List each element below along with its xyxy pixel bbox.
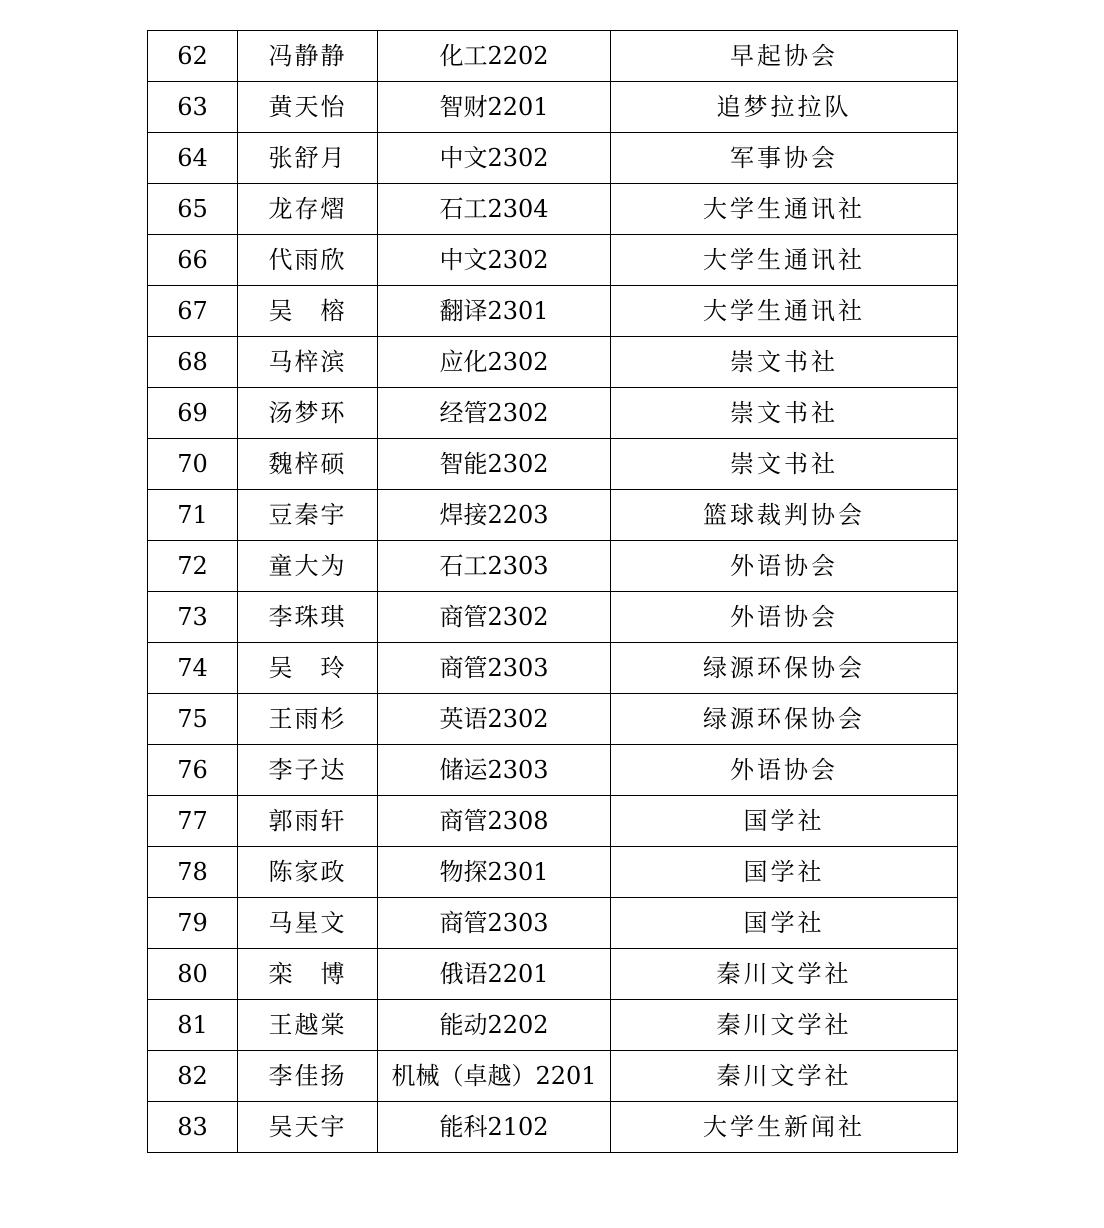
row-number: 82: [148, 1051, 238, 1102]
student-name: 王雨杉: [238, 694, 378, 745]
class-name: 石工2304: [378, 184, 611, 235]
club-name: 崇文书社: [611, 388, 958, 439]
class-name: 中文2302: [378, 235, 611, 286]
class-name: 俄语2201: [378, 949, 611, 1000]
table-row: [148, 31, 958, 82]
club-name: 秦川文学社: [611, 1000, 958, 1051]
class-name: 化工2202: [378, 31, 611, 82]
row-number: 80: [148, 949, 238, 1000]
student-name: 马星文: [238, 898, 378, 949]
class-name: 经管2302: [378, 388, 611, 439]
student-name: 代雨欣: [238, 235, 378, 286]
club-name: 秦川文学社: [611, 949, 958, 1000]
row-number: 64: [148, 133, 238, 184]
table-row: [148, 490, 958, 541]
table-row: [148, 82, 958, 133]
student-name: 王越棠: [238, 1000, 378, 1051]
club-name: 大学生通讯社: [611, 184, 958, 235]
row-number: 76: [148, 745, 238, 796]
student-name: 吴 榕: [238, 286, 378, 337]
class-name: 翻译2301: [378, 286, 611, 337]
member-table: [147, 30, 958, 1153]
table-row: [148, 1000, 958, 1051]
row-number: 67: [148, 286, 238, 337]
club-name: 追梦拉拉队: [611, 82, 958, 133]
student-name: 张舒月: [238, 133, 378, 184]
student-name: 李子达: [238, 745, 378, 796]
club-name: 崇文书社: [611, 439, 958, 490]
row-number: 66: [148, 235, 238, 286]
table-row: [148, 337, 958, 388]
class-name: 石工2303: [378, 541, 611, 592]
class-name: 智能2302: [378, 439, 611, 490]
student-name: 魏梓硕: [238, 439, 378, 490]
table-row: [148, 949, 958, 1000]
class-name: 中文2302: [378, 133, 611, 184]
row-number: 69: [148, 388, 238, 439]
class-name: 商管2308: [378, 796, 611, 847]
row-number: 65: [148, 184, 238, 235]
student-name: 豆秦宇: [238, 490, 378, 541]
class-name: 储运2303: [378, 745, 611, 796]
class-name: 焊接2203: [378, 490, 611, 541]
table-row: [148, 541, 958, 592]
club-name: 外语协会: [611, 592, 958, 643]
table-row: [148, 694, 958, 745]
student-name: 李珠琪: [238, 592, 378, 643]
row-number: 78: [148, 847, 238, 898]
table-row: [148, 184, 958, 235]
row-number: 63: [148, 82, 238, 133]
row-number: 62: [148, 31, 238, 82]
table-row: [148, 592, 958, 643]
club-name: 军事协会: [611, 133, 958, 184]
student-name: 冯静静: [238, 31, 378, 82]
club-name: 大学生通讯社: [611, 286, 958, 337]
class-name: 机械（卓越）2201: [378, 1051, 611, 1102]
class-name: 英语2302: [378, 694, 611, 745]
row-number: 83: [148, 1102, 238, 1153]
club-name: 绿源环保协会: [611, 694, 958, 745]
table-row: [148, 643, 958, 694]
table-row: [148, 439, 958, 490]
table-row: [148, 745, 958, 796]
table-row: [148, 286, 958, 337]
club-name: 秦川文学社: [611, 1051, 958, 1102]
row-number: 79: [148, 898, 238, 949]
class-name: 智财2201: [378, 82, 611, 133]
row-number: 73: [148, 592, 238, 643]
row-number: 81: [148, 1000, 238, 1051]
club-name: 外语协会: [611, 541, 958, 592]
club-name: 国学社: [611, 796, 958, 847]
row-number: 77: [148, 796, 238, 847]
class-name: 商管2302: [378, 592, 611, 643]
club-name: 外语协会: [611, 745, 958, 796]
club-name: 崇文书社: [611, 337, 958, 388]
class-name: 物探2301: [378, 847, 611, 898]
row-number: 68: [148, 337, 238, 388]
member-table-body: [148, 31, 958, 1153]
class-name: 应化2302: [378, 337, 611, 388]
club-name: 大学生新闻社: [611, 1102, 958, 1153]
table-row: [148, 1102, 958, 1153]
club-name: 篮球裁判协会: [611, 490, 958, 541]
student-name: 马梓滨: [238, 337, 378, 388]
student-name: 栾 博: [238, 949, 378, 1000]
table-row: [148, 133, 958, 184]
student-name: 汤梦环: [238, 388, 378, 439]
table-row: [148, 898, 958, 949]
club-name: 国学社: [611, 898, 958, 949]
student-name: 龙存熠: [238, 184, 378, 235]
row-number: 70: [148, 439, 238, 490]
table-row: [148, 796, 958, 847]
class-name: 能动2202: [378, 1000, 611, 1051]
student-name: 郭雨轩: [238, 796, 378, 847]
club-name: 早起协会: [611, 31, 958, 82]
class-name: 商管2303: [378, 643, 611, 694]
student-name: 童大为: [238, 541, 378, 592]
row-number: 75: [148, 694, 238, 745]
table-row: [148, 1051, 958, 1102]
table-row: [148, 235, 958, 286]
class-name: 能科2102: [378, 1102, 611, 1153]
student-name: 吴天宇: [238, 1102, 378, 1153]
row-number: 71: [148, 490, 238, 541]
student-name: 吴 玲: [238, 643, 378, 694]
club-name: 大学生通讯社: [611, 235, 958, 286]
class-name: 商管2303: [378, 898, 611, 949]
club-name: 绿源环保协会: [611, 643, 958, 694]
table-row: [148, 388, 958, 439]
row-number: 72: [148, 541, 238, 592]
row-number: 74: [148, 643, 238, 694]
student-name: 黄天怡: [238, 82, 378, 133]
club-name: 国学社: [611, 847, 958, 898]
student-name: 陈家政: [238, 847, 378, 898]
table-row: [148, 847, 958, 898]
student-name: 李佳扬: [238, 1051, 378, 1102]
